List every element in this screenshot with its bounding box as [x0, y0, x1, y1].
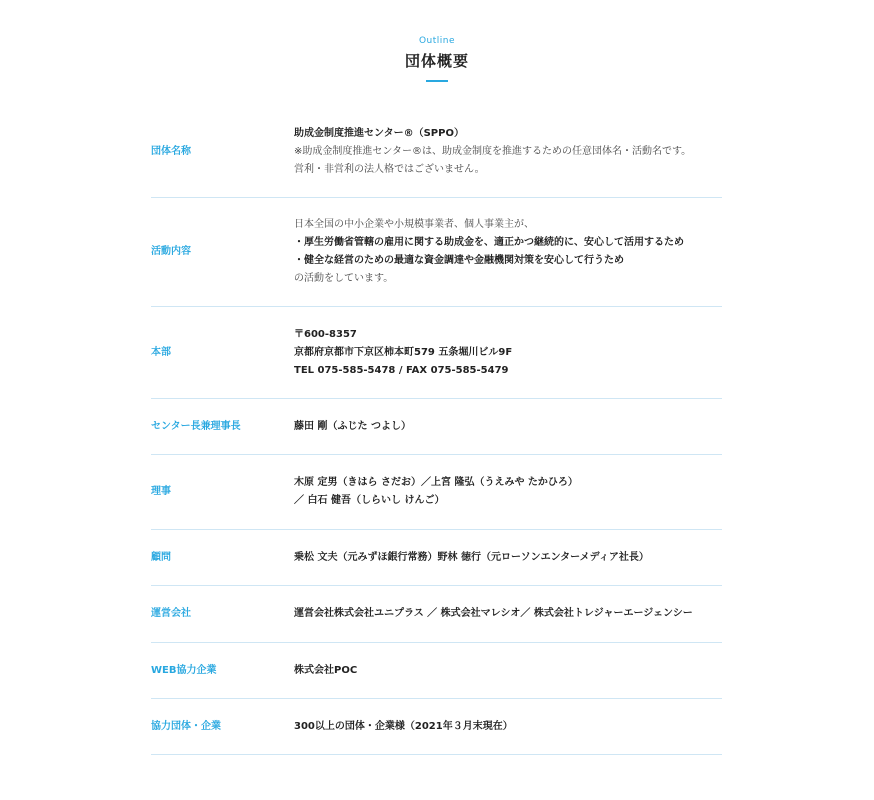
row-web-partner	[151, 643, 722, 699]
value-line: 日本全国の中小企業や小規模事業者、個人事業主が、	[294, 219, 534, 230]
value-line: 助成金制度推進センター®（SPPO）	[294, 127, 464, 139]
value-line: 運営会社株式会社ユニプラス ／ 株式会社マレシオ／ 株式会社トレジャーエージェンシー	[294, 608, 693, 619]
value-line: ※助成金制度推進センター®は、助成金制度を推進するための任意団体名・活動名です。	[294, 145, 692, 157]
row-label: 顧問	[151, 551, 171, 563]
row-label: WEB協力企業	[151, 664, 217, 676]
row-activities	[151, 198, 722, 307]
row-operating-companies	[151, 586, 722, 643]
row-partner-organizations	[151, 699, 722, 755]
row-label: 理事	[151, 486, 171, 497]
row-advisors	[151, 530, 722, 586]
value-line: 株式会社POC	[294, 664, 358, 676]
row-value	[294, 662, 722, 680]
postal-code: 〒600-8357	[294, 328, 357, 340]
row-value	[294, 216, 722, 288]
row-label: センター長兼理事長	[151, 420, 241, 432]
row-label: 団体名称	[151, 145, 191, 157]
value-line: ／ 白石 健吾（しらいし けんご）	[294, 495, 445, 506]
value-line: の活動をしています。	[294, 273, 394, 284]
value-line: 営利・非営利の法人格ではございません。	[294, 163, 485, 175]
row-value	[294, 326, 722, 380]
value-line: 乗松 文夫（元みずほ銀行常務）野林 徳行（元ローソンエンターメディア社長）	[294, 551, 649, 563]
row-headquarters	[151, 307, 722, 399]
address: 京都府京都市下京区柿本町579 五条堀川ビル9F	[294, 346, 513, 358]
value-line: ・厚生労働省管轄の雇用に関する助成金を、適正かつ継続的に、安心して活用するため	[294, 237, 684, 248]
row-label: 運営会社	[151, 608, 191, 619]
value-line: ・健全な経営のための最適な資金調達や金融機関対策を安心して行うため	[294, 255, 624, 266]
row-organization-name	[151, 106, 722, 198]
section-subtitle: Outline	[418, 36, 456, 46]
organization-info-table	[151, 106, 722, 755]
row-value	[294, 549, 722, 567]
row-label: 本部	[151, 346, 171, 358]
page-title: 団体概要	[404, 52, 469, 70]
value-line: 300以上の団体・企業様（2021年３月末現在）	[294, 720, 513, 732]
row-label: 協力団体・企業	[151, 720, 221, 732]
row-chairman	[151, 399, 722, 455]
value-line: 木原 定男（きはら さだお）／上宮 隆弘（うえみや たかひろ）	[294, 477, 578, 488]
row-value	[294, 605, 722, 623]
row-label: 活動内容	[151, 246, 191, 257]
value-line: 藤田 剛（ふじた つよし）	[294, 420, 411, 432]
page-header	[0, 35, 874, 82]
row-value	[294, 718, 722, 736]
row-value	[294, 474, 722, 510]
title-underline	[426, 80, 448, 82]
row-value	[294, 418, 722, 436]
row-directors	[151, 455, 722, 530]
phone-fax: TEL 075-585-5478 / FAX 075-585-5479	[294, 364, 509, 376]
row-value	[294, 125, 722, 179]
